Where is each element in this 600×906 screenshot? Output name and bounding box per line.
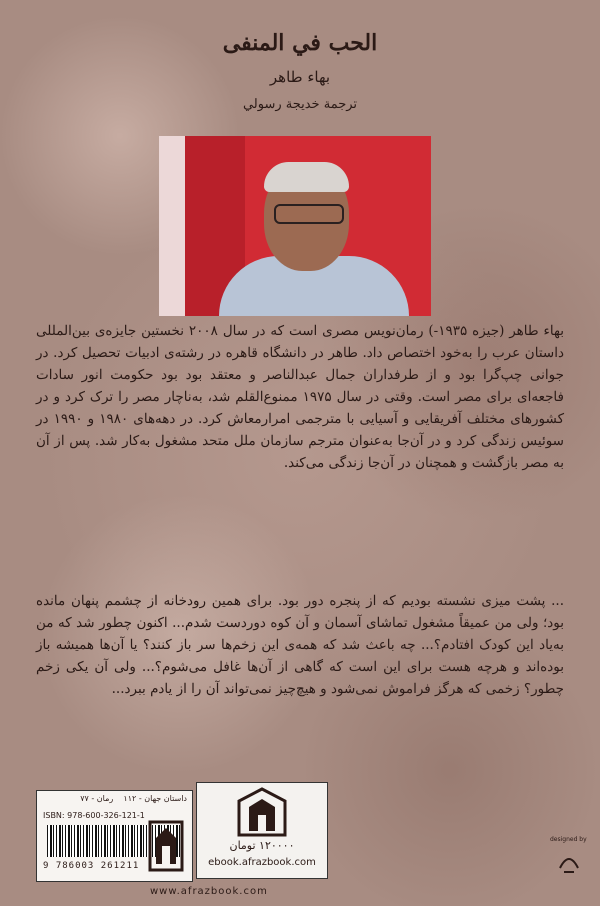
price-label: ۱۲۰۰۰۰ تومان <box>229 839 295 852</box>
series-label: داستان جهان - ۱۱۲ <box>123 794 187 803</box>
series-info <box>80 794 187 803</box>
isbn-number: ISBN: 978-600-326-121-1 <box>43 811 145 820</box>
translator-credit: ترجمة خديجة رسولي <box>242 97 358 112</box>
publisher-website: www.afrazbook.com <box>150 886 268 897</box>
ebook-site: ebook.afrazbook.com <box>208 857 316 868</box>
biography-text: بهاء طاهر (جیزه ۱۹۳۵-) رمان‌نویس مصری است که در سال ۲۰۰۸ نخستین جایزه‌ی بین‌المللی داستان عرب را به‌خود اختصاص داد. طاهر در دانشگاه قاهره در رشته‌ی ادبیات تحصیل کرد. در جوانی چپ‌گرا بود و از طرفداران جمال عبدالناصر و معتقد بود بود حکومت انور سادات فاجعه‌ای برای مصر است. وقتی در سال ۱۹۷۵ ممنوع‌القلم شد، به‌ناچار مصر را ترک کرد و در کشورهای مختلف آفریقایی و آسیایی با مترجمی امرارمعاش کرد. در دهه‌های ۱۹۸۰ و ۱۹۹۰ در سوئیس زندگی کرد و در آن‌جا به‌عنوان مترجم سازمان ملل متحد مشغول به‌کار شد. پس از آن به مصر بازگشت و همچنان در آن‌جا زندگی می‌کند. <box>36 323 565 471</box>
photo-glasses <box>274 204 344 224</box>
book-title: الحب في المنفى <box>222 30 378 56</box>
photo-hair <box>264 162 349 192</box>
designer-signature-icon <box>556 846 582 876</box>
price-sticker <box>196 782 328 879</box>
designer-credit: designed by <box>550 836 587 843</box>
genre-label: رمان - ۷۷ <box>80 794 114 803</box>
author-photo <box>159 136 431 316</box>
barcode-digits: 9 786003 261211 <box>43 861 140 871</box>
author-biography <box>36 320 564 474</box>
photo-background-stripe <box>159 136 185 316</box>
author-name: بهاء طاهر <box>269 68 331 86</box>
book-excerpt <box>36 590 564 700</box>
afraz-logo-icon <box>146 818 186 874</box>
excerpt-text: ... پشت میزی نشسته بودیم که از پنجره دور بود. برای همین رودخانه از چشمم پنهان مانده بود؛ ولی من عمیقاً مشغول تماشای آسمان و آن کوه دوردست شدم... اکنون چطور شد که من به‌یاد این کودک افتادم؟... چه باعث شد که همه‌ی این زخم‌ها سر باز کنند؟ یا آن‌ها همیشه باز بوده‌اند و هرچه هست برای این است که گاهی از آن‌ها غافل می‌شوم؟... ولی آن یکی زخم چطور؟ زخمی که هرگز فراموش نمی‌شود و هیچ‌چیز نمی‌تواند آن را از یادم ببرد... <box>36 593 564 697</box>
afraz-logo-icon <box>235 787 289 837</box>
